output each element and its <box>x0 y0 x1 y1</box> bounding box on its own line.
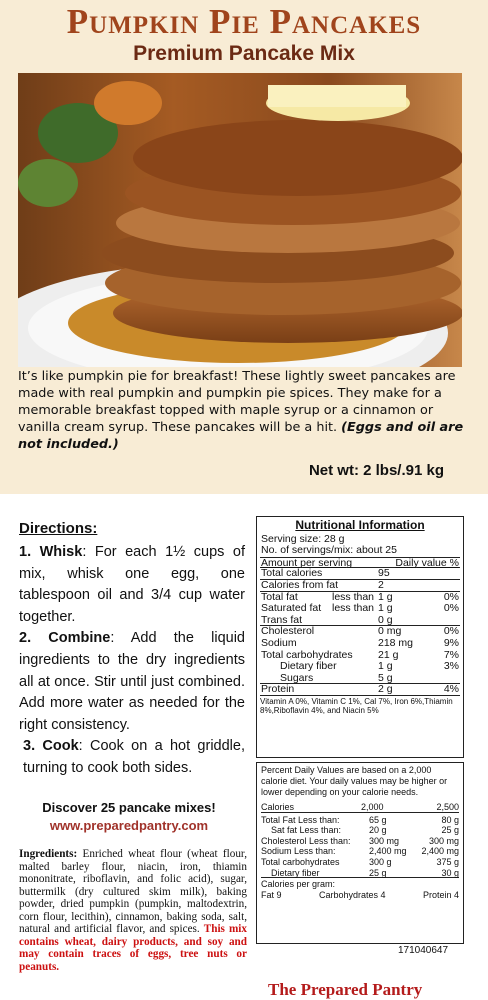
dv-cell: 20 g <box>369 825 387 836</box>
nutrition-row <box>260 684 460 696</box>
nutrient-dv: 7% <box>443 648 459 661</box>
dv-cell: Sat fat Less than: <box>271 825 342 836</box>
net-weight: Net wt: 2 lbs/.91 kg <box>308 462 444 479</box>
nutrition-row <box>260 580 460 592</box>
dv-cell: 375 g <box>436 856 459 867</box>
nutrient-name: Trans fat <box>261 613 303 626</box>
step-2-label: 2. Combine <box>19 630 111 647</box>
brand-name: The Prepared Pantry <box>268 980 423 999</box>
dv-cell: 65 g <box>369 814 387 825</box>
product-title: Pumpkin Pie Pancakes <box>66 2 422 41</box>
nutrient-dv: 0% <box>443 602 459 615</box>
description-note: (Eggs and oil are not included.) <box>18 420 464 452</box>
description-text: It’s like pumpkin pie for breakfast! These lightly sweet pancakes are made with real pumpkin and pumpkin pie spices. They make for a memorable breakfast topped with maple syrup or a cinnamon or vanilla cream syrup. These pancakes will be a hit. <box>18 369 456 435</box>
dv-row <box>261 815 459 826</box>
nutrient-amount: 0 mg <box>378 625 402 638</box>
dv-row <box>261 825 459 836</box>
nutrient-name: Sodium <box>261 636 297 649</box>
dv-cell: 300 mg <box>428 835 459 846</box>
dv-col-2000: 2,000 <box>361 802 384 812</box>
product-subtitle: Premium Pancake Mix <box>133 42 355 65</box>
dv-cell: 25 g <box>369 867 387 878</box>
step-1 <box>19 542 245 628</box>
dv-row <box>261 857 459 868</box>
dv-cell: Sodium Less than: <box>261 846 336 857</box>
nutrient-name: Saturated fat <box>261 602 322 615</box>
nutrition-row <box>260 661 460 673</box>
dv-rows <box>257 815 463 879</box>
directions <box>19 542 245 780</box>
nutrient-amount: 1 g <box>378 660 393 673</box>
dv-cell: 2,400 mg <box>421 846 459 857</box>
nutrient-dv: 9% <box>443 636 459 649</box>
nutrient-name: Protein <box>261 683 295 696</box>
amount-header: Amount per serving <box>261 556 353 569</box>
nutrient-name: Cholesterol <box>261 625 315 638</box>
dv-row <box>261 846 459 857</box>
nutrient-name: Total carbohydrates <box>261 648 353 661</box>
nutrition-row <box>260 603 460 615</box>
nutrient-amount: 95 <box>378 567 390 580</box>
nutrient-amount: 218 mg <box>378 636 414 649</box>
nutrition-rows <box>257 568 463 696</box>
nutrition-row <box>260 638 460 650</box>
per-gram-protein: Protein 4 <box>422 889 459 900</box>
step-3 <box>19 736 245 779</box>
dv-col-2500: 2,500 <box>436 802 459 812</box>
website-link[interactable]: www.preparedpantry.com <box>49 818 209 833</box>
step-1-label: 1. Whisk <box>19 544 83 560</box>
nutrient-dv: 0% <box>443 625 459 638</box>
nutrient-amount: 21 g <box>378 648 399 661</box>
per-gram-carbs: Carbohydrates 4 <box>319 889 386 900</box>
dv-cell: Total carbohydrates <box>261 856 340 867</box>
nutrient-dv: 0% <box>443 590 459 603</box>
dv-header: Daily value % <box>395 556 459 569</box>
nutrient-name: Dietary fiber <box>280 660 337 673</box>
dv-cell: 25 g <box>441 825 459 836</box>
nutrient-amount: 2 <box>378 578 384 591</box>
directions-heading: Directions: <box>19 520 98 537</box>
pancake-photo <box>18 73 462 367</box>
dv-cell: Total Fat Less than: <box>261 814 340 825</box>
dv-cell: 2,400 mg <box>369 846 407 857</box>
step-3-text: : Cook on a hot griddle, turning to cook both sides. <box>23 738 245 776</box>
vitamins-line: Vitamin A 0%, Vitamin C 1%, Cal 7%, Iron 6%,Thiamin 8%,Riboflavin 4%, and Niacin 5% <box>260 696 453 716</box>
step-3-label: 3. Cook <box>23 738 79 755</box>
allergen-warning: This mix contains wheat, dairy products, and soy and may contain traces of eggs, tree nuts or peanuts. <box>19 923 247 973</box>
daily-values-panel <box>256 762 464 944</box>
ingredients-text: Enriched wheat flour (wheat flour, malted barley flour, niacin, iron, thiamin mononitrate, riboflavin, and folic acid), sugar, buttermilk (dry cultured skim milk), baking powder, dried pumpkin (pumpkin, maltodextrin, corn flour, lecithin), cinnamon, baking soda, salt, natural and artificial flavor, and spices. <box>19 848 247 935</box>
front-label <box>0 0 488 494</box>
nutrient-name: Calories from fat <box>261 578 339 591</box>
dv-row <box>261 868 459 879</box>
dv-cell: 80 g <box>441 814 459 825</box>
nutrient-amount: 5 g <box>378 671 393 684</box>
serving-size: Serving size: 28 g <box>261 532 345 545</box>
ingredients <box>19 848 247 973</box>
nutrient-amount: 1 g <box>378 602 393 615</box>
product-description <box>18 368 464 453</box>
servings-per-mix: No. of servings/mix: about 25 <box>261 544 397 557</box>
dv-cell: Dietary fiber <box>271 867 320 878</box>
nutrient-dv: 3% <box>443 660 459 673</box>
dv-row <box>261 836 459 847</box>
nutrient-name: Total calories <box>261 567 323 580</box>
nutrition-title: Nutritional Information <box>295 518 425 532</box>
nutrient-amount: 1 g <box>378 590 393 603</box>
nutrition-panel <box>256 516 464 758</box>
discover-text: Discover 25 pancake mixes! <box>42 800 216 815</box>
nutrient-dv: 4% <box>443 683 459 696</box>
dv-note: Percent Daily Values are based on a 2,000 calorie diet. Your daily values may be higher or lower depending on your calorie needs. <box>261 765 448 797</box>
dv-cell: 300 g <box>369 856 392 867</box>
nutrient-amount: 2 g <box>378 683 393 696</box>
dv-cell: 300 mg <box>369 835 400 846</box>
dv-col-label: Calories <box>261 802 295 812</box>
nutrient-qualifier: less than <box>332 602 375 615</box>
nutrient-amount: 0 g <box>378 613 393 626</box>
step-1-text: : For each 1½ cups of mix, whisk one egg, one tablespoon oil and 3/4 cup water together. <box>19 544 245 625</box>
dv-cell: 30 g <box>441 867 459 878</box>
step-2 <box>19 628 245 736</box>
ingredients-label: Ingredients: <box>19 848 78 860</box>
per-gram-label: Calories per gram: <box>261 879 336 890</box>
per-gram-fat: Fat 9 <box>261 889 282 900</box>
nutrient-name: Sugars <box>280 671 314 684</box>
dv-cell: Cholesterol Less than: <box>261 835 351 846</box>
nutrient-name: Total fat <box>261 590 298 603</box>
nutrient-qualifier: less than <box>332 590 375 603</box>
product-code: 171040647 <box>398 945 449 956</box>
step-2-text: : Add the liquid ingredients to the dry ingredients all at once. Stir until just combined. Add more water as needed for the right consistency. <box>19 630 245 733</box>
